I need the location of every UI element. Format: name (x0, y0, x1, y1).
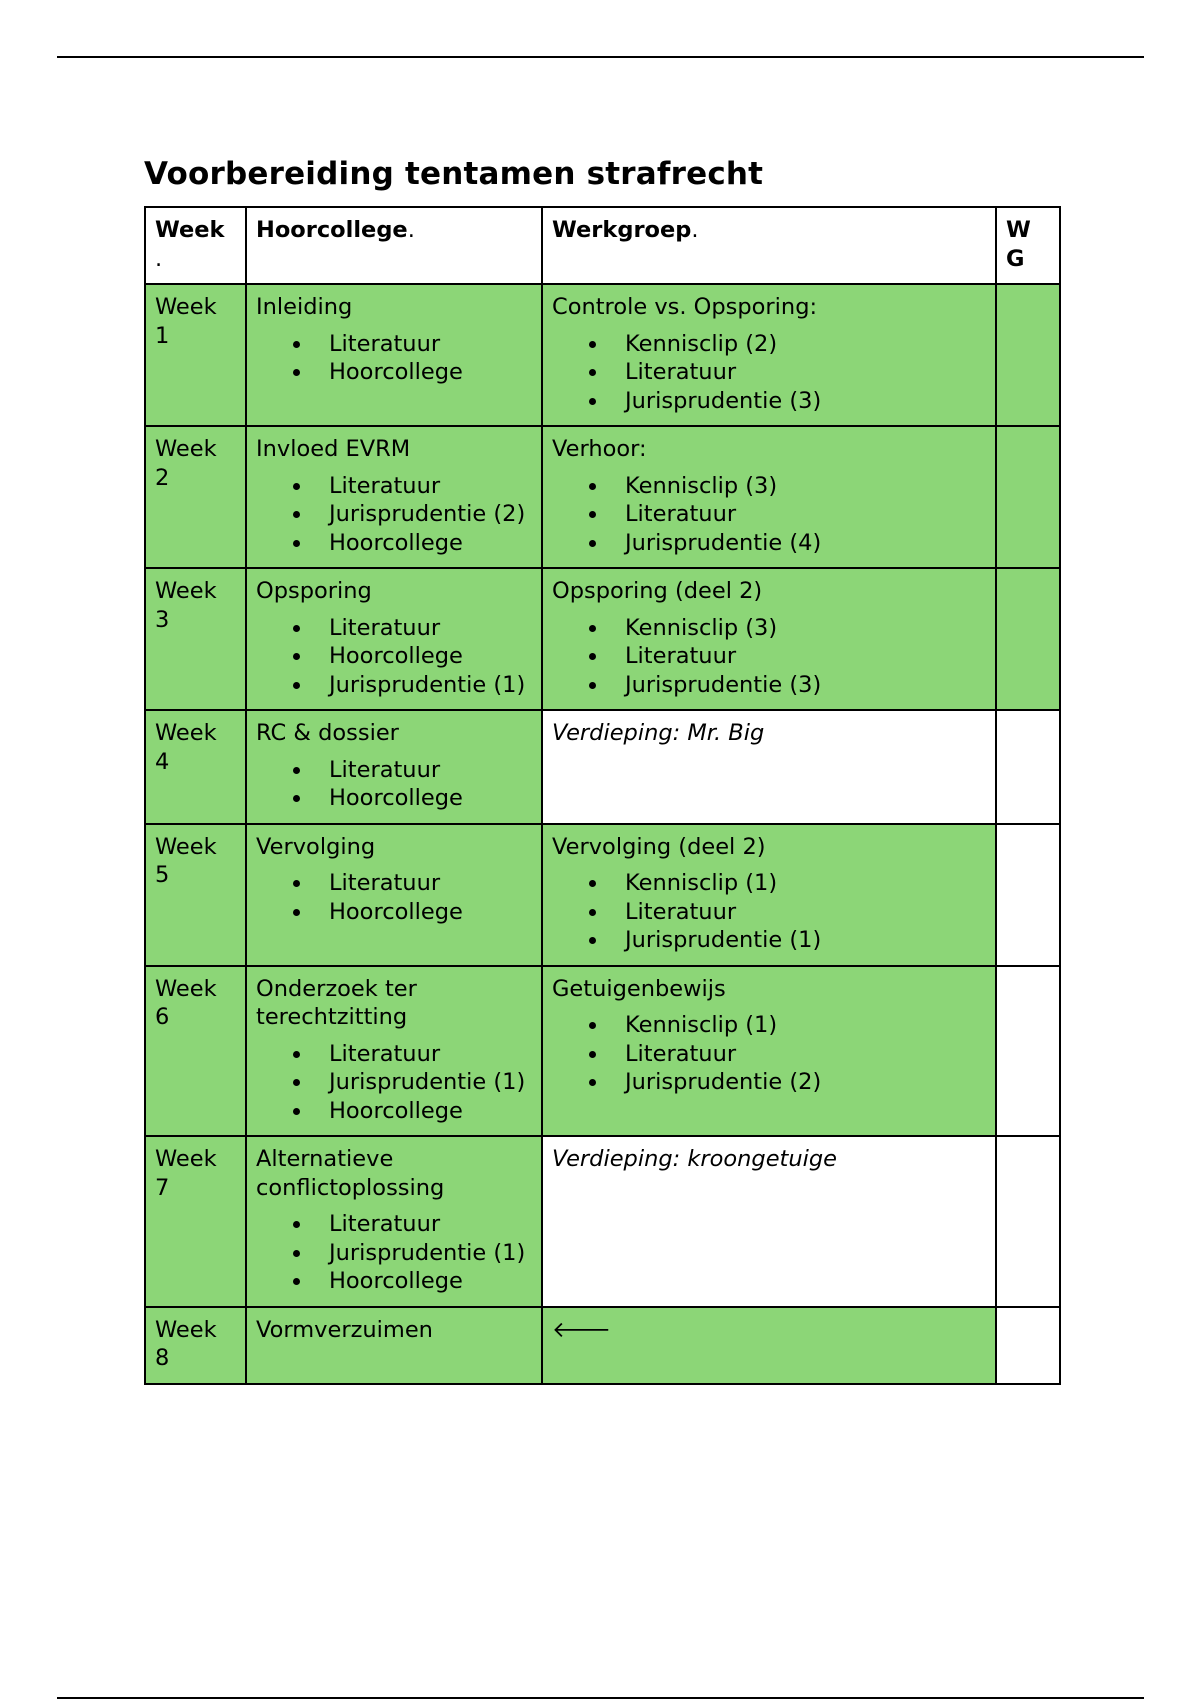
week-cell: Week 6 (145, 966, 246, 1137)
wg-cell (996, 426, 1060, 568)
hoorcollege-list (256, 1040, 532, 1126)
hoorcollege-title: Vormverzuimen (256, 1316, 433, 1343)
werkgroep-cell (542, 1136, 996, 1307)
list-item: Hoorcollege (256, 1267, 532, 1296)
hoorcollege-list (256, 869, 532, 926)
werkgroep-cell (542, 1307, 996, 1384)
werkgroep-title: Controle vs. Opsporing: (552, 294, 818, 320)
table-row (145, 568, 1060, 710)
week-cell: Week 7 (145, 1136, 246, 1307)
hoorcollege-list (256, 614, 532, 700)
header-wg: W G (996, 207, 1060, 284)
list-item: Literatuur (552, 358, 986, 387)
list-item: Literatuur (256, 614, 532, 643)
werkgroep-list (552, 1011, 986, 1097)
list-item: Literatuur (256, 1040, 532, 1069)
werkgroep-cell (542, 284, 996, 426)
hoorcollege-cell (246, 710, 542, 824)
list-item: Jurisprudentie (1) (256, 1239, 532, 1268)
list-item: Literatuur (256, 1210, 532, 1239)
werkgroep-cell (542, 426, 996, 568)
hoorcollege-list (256, 1210, 532, 1296)
week-cell: Week 1 (145, 284, 246, 426)
week-cell: Week 4 (145, 710, 246, 824)
werkgroep-cell (542, 710, 996, 824)
table-row (145, 1136, 1060, 1307)
header-row (145, 207, 1060, 284)
wg-cell (996, 284, 1060, 426)
week-cell: Week 5 (145, 824, 246, 966)
hoorcollege-cell (246, 1136, 542, 1307)
list-item: Jurisprudentie (2) (256, 500, 532, 529)
hoorcollege-list (256, 756, 532, 813)
hoorcollege-title: Opsporing (256, 578, 372, 604)
hoorcollege-title: Inleiding (256, 294, 353, 320)
werkgroep-list (552, 330, 986, 416)
hoorcollege-cell (246, 568, 542, 710)
table-row (145, 426, 1060, 568)
week-cell: Week 8 (145, 1307, 246, 1384)
list-item: Literatuur (552, 642, 986, 671)
list-item: Jurisprudentie (2) (552, 1068, 986, 1097)
list-item: Literatuur (256, 869, 532, 898)
header-hoorcollege: Hoorcollege. (246, 207, 542, 284)
hoorcollege-title: Onderzoek ter terechtzitting (256, 975, 417, 1030)
table-row (145, 966, 1060, 1137)
werkgroep-title: Verhoor: (552, 436, 647, 462)
page-title: Voorbereiding tentamen strafrecht (144, 156, 764, 192)
list-item: Hoorcollege (256, 784, 532, 813)
werkgroep-list (552, 614, 986, 700)
list-item: Jurisprudentie (3) (552, 387, 986, 416)
header-week: Week . (145, 207, 246, 284)
hoorcollege-cell (246, 426, 542, 568)
table-row (145, 710, 1060, 824)
list-item: Kennisclip (1) (552, 1011, 986, 1040)
werkgroep-title: Verdieping: Mr. Big (552, 720, 765, 746)
wg-cell (996, 568, 1060, 710)
wg-cell (996, 824, 1060, 966)
list-item: Hoorcollege (256, 642, 532, 671)
list-item: Kennisclip (1) (552, 869, 986, 898)
hoorcollege-cell (246, 1307, 542, 1384)
wg-cell (996, 710, 1060, 824)
hoorcollege-cell (246, 824, 542, 966)
week-cell: Week 3 (145, 568, 246, 710)
table-row (145, 284, 1060, 426)
wg-cell (996, 1307, 1060, 1384)
hoorcollege-list (256, 472, 532, 558)
werkgroep-cell (542, 824, 996, 966)
list-item: Kennisclip (3) (552, 472, 986, 501)
top-rule (57, 56, 1144, 58)
wg-cell (996, 966, 1060, 1137)
schedule-table (144, 206, 1061, 1385)
list-item: Literatuur (552, 898, 986, 927)
table-row (145, 1307, 1060, 1384)
list-item: Jurisprudentie (1) (256, 671, 532, 700)
list-item: Jurisprudentie (4) (552, 529, 986, 558)
list-item: Kennisclip (3) (552, 614, 986, 643)
arrow-left-icon: 🡐 (552, 1317, 611, 1343)
hoorcollege-title: Invloed EVRM (256, 436, 411, 462)
werkgroep-title: Getuigenbewijs (552, 975, 726, 1002)
list-item: Literatuur (256, 330, 532, 359)
list-item: Kennisclip (2) (552, 330, 986, 359)
week-cell: Week 2 (145, 426, 246, 568)
list-item: Hoorcollege (256, 358, 532, 387)
werkgroep-cell (542, 966, 996, 1137)
hoorcollege-cell (246, 966, 542, 1137)
list-item: Literatuur (256, 472, 532, 501)
table-row (145, 824, 1060, 966)
header-werkgroep: Werkgroep. (542, 207, 996, 284)
werkgroep-list (552, 472, 986, 558)
list-item: Hoorcollege (256, 1097, 532, 1126)
bottom-rule (57, 1697, 1144, 1699)
hoorcollege-title: Alternatieve conflictoplossing (256, 1146, 445, 1201)
werkgroep-title: Opsporing (deel 2) (552, 578, 763, 604)
hoorcollege-cell (246, 284, 542, 426)
werkgroep-cell (542, 568, 996, 710)
werkgroep-title: Vervolging (deel 2) (552, 833, 766, 860)
list-item: Hoorcollege (256, 898, 532, 927)
list-item: Literatuur (552, 500, 986, 529)
list-item: Jurisprudentie (3) (552, 671, 986, 700)
hoorcollege-list (256, 330, 532, 387)
hoorcollege-title: RC & dossier (256, 720, 399, 746)
werkgroep-list (552, 869, 986, 955)
wg-cell (996, 1136, 1060, 1307)
hoorcollege-title: Vervolging (256, 833, 376, 860)
werkgroep-title: Verdieping: kroongetuige (552, 1146, 838, 1172)
list-item: Jurisprudentie (1) (256, 1068, 532, 1097)
list-item: Jurisprudentie (1) (552, 926, 986, 955)
list-item: Hoorcollege (256, 529, 532, 558)
list-item: Literatuur (552, 1040, 986, 1069)
list-item: Literatuur (256, 756, 532, 785)
